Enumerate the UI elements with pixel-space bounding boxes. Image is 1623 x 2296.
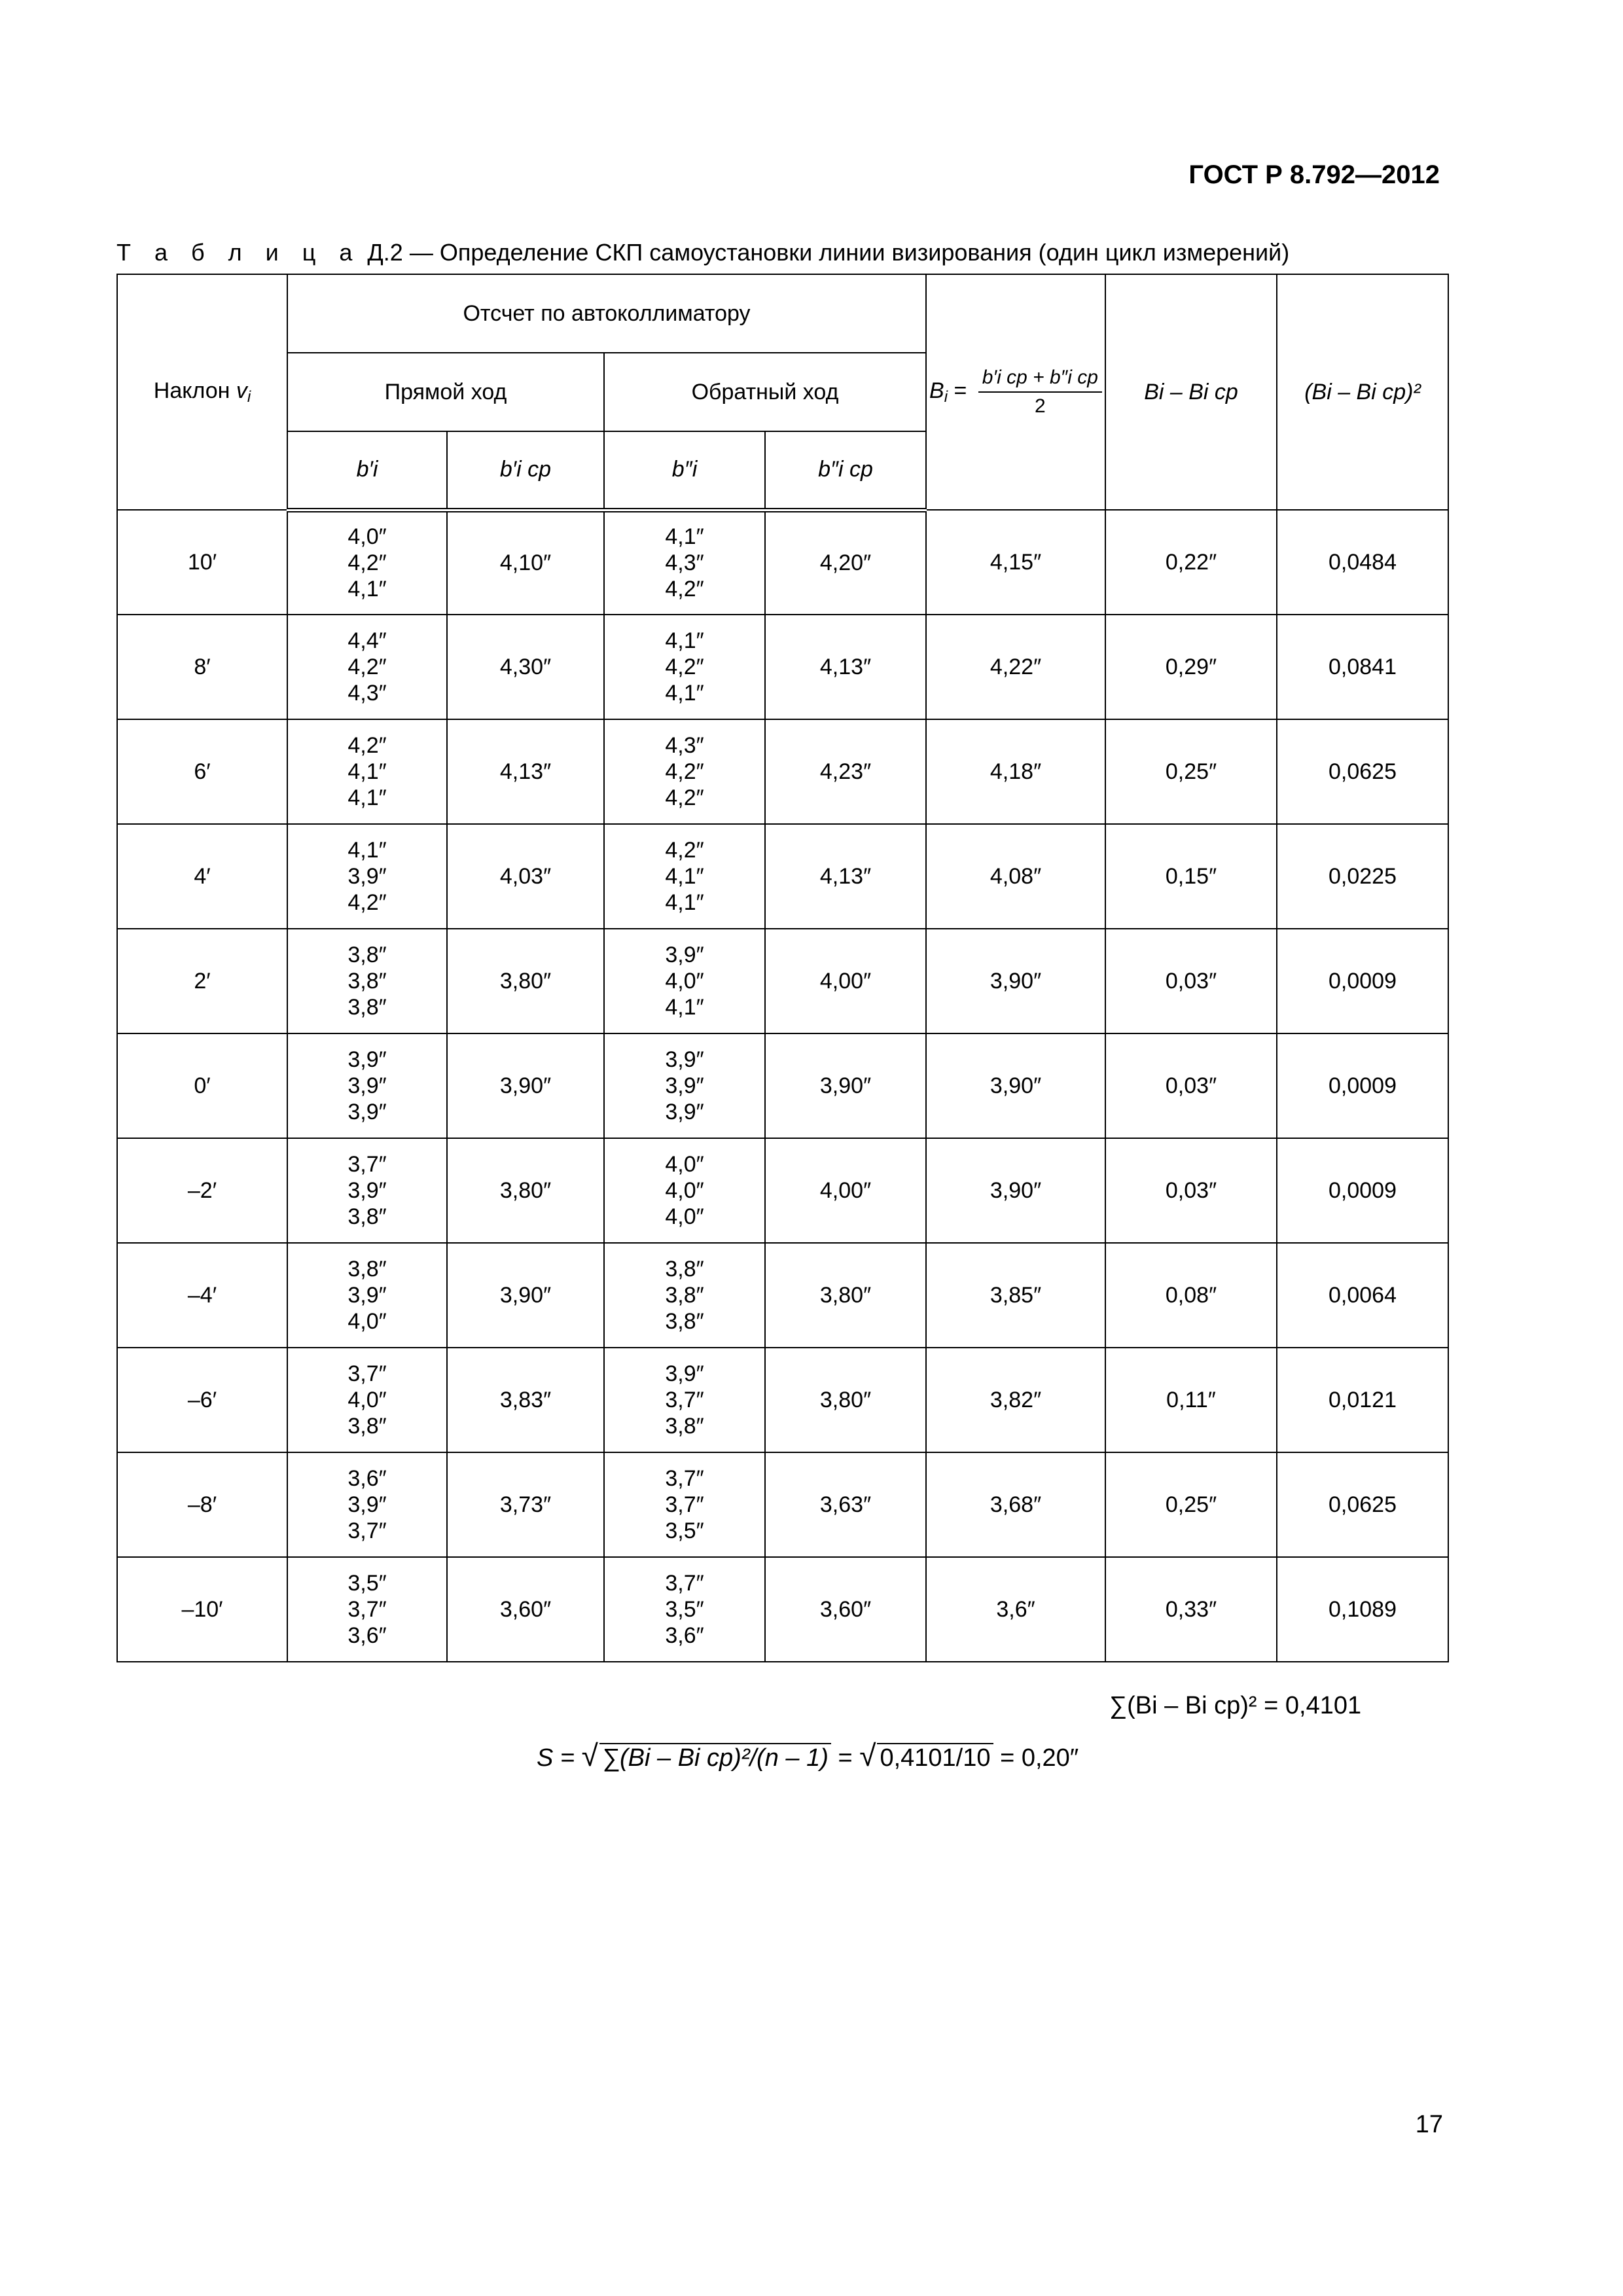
cell-forward-readings: 3,7″ 3,9″ 3,8″ bbox=[287, 1138, 447, 1243]
cell-b-i: 3,6″ bbox=[926, 1557, 1105, 1662]
table-row bbox=[117, 510, 1448, 615]
cell-forward-readings: 4,4″ 4,2″ 4,3″ bbox=[287, 615, 447, 719]
cell-forward-average: 4,13″ bbox=[447, 719, 604, 824]
cell-diff: 0,22″ bbox=[1105, 510, 1277, 615]
header-forward: Прямой ход bbox=[287, 353, 604, 431]
cell-b-i: 4,15″ bbox=[926, 510, 1105, 615]
cell-diff-squared: 0,0009 bbox=[1277, 1033, 1448, 1138]
table-row bbox=[117, 1557, 1448, 1662]
cell-forward-readings: 3,6″ 3,9″ 3,7″ bbox=[287, 1452, 447, 1557]
cell-reverse-average: 4,20″ bbox=[765, 510, 926, 615]
cell-diff-squared: 0,1089 bbox=[1277, 1557, 1448, 1662]
table-body bbox=[117, 510, 1448, 1662]
cell-diff: 0,03″ bbox=[1105, 1138, 1277, 1243]
cell-forward-readings: 3,5″ 3,7″ 3,6″ bbox=[287, 1557, 447, 1662]
cell-diff-squared: 0,0625 bbox=[1277, 719, 1448, 824]
cell-forward-readings: 3,8″ 3,8″ 3,8″ bbox=[287, 929, 447, 1033]
cell-diff-squared: 0,0009 bbox=[1277, 1138, 1448, 1243]
cell-slope: 10′ bbox=[117, 510, 287, 615]
cell-reverse-average: 4,00″ bbox=[765, 1138, 926, 1243]
page-number: 17 bbox=[1415, 2111, 1443, 2138]
header-b-i-formula: $B_i$ = $\frac{\text{b′i ср + b″i ср}}{2}$ bbox=[926, 274, 1105, 510]
cell-b-i: 3,90″ bbox=[926, 929, 1105, 1033]
cell-reverse-average: 3,63″ bbox=[765, 1452, 926, 1557]
measurement-table bbox=[116, 274, 1449, 1662]
header-b1-avg: b′i ср bbox=[447, 431, 604, 510]
cell-forward-readings: 3,8″ 3,9″ 4,0″ bbox=[287, 1243, 447, 1348]
cell-b-i: 4,08″ bbox=[926, 824, 1105, 929]
header-slope: Наклон $v_i$ bbox=[117, 274, 287, 510]
cell-reverse-readings: 4,3″ 4,2″ 4,2″ bbox=[604, 719, 765, 824]
cell-b-i: 3,85″ bbox=[926, 1243, 1105, 1348]
cell-diff-squared: 0,0009 bbox=[1277, 929, 1448, 1033]
cell-reverse-readings: 3,8″ 3,8″ 3,8″ bbox=[604, 1243, 765, 1348]
cell-slope: 0′ bbox=[117, 1033, 287, 1138]
cell-diff: 0,03″ bbox=[1105, 929, 1277, 1033]
cell-forward-readings: 4,1″ 3,9″ 4,2″ bbox=[287, 824, 447, 929]
cell-forward-readings: 3,7″ 4,0″ 3,8″ bbox=[287, 1348, 447, 1452]
cell-forward-average: 3,73″ bbox=[447, 1452, 604, 1557]
cell-slope: –10′ bbox=[117, 1557, 287, 1662]
cell-forward-average: 4,10″ bbox=[447, 510, 604, 615]
cell-b-i: 3,68″ bbox=[926, 1452, 1105, 1557]
cell-b-i: 3,82″ bbox=[926, 1348, 1105, 1452]
cell-diff: 0,25″ bbox=[1105, 719, 1277, 824]
cell-diff: 0,08″ bbox=[1105, 1243, 1277, 1348]
sqrt-sign-icon: √ bbox=[581, 1738, 598, 1772]
header-b2-avg: b″i ср bbox=[765, 431, 926, 510]
cell-diff-squared: 0,0625 bbox=[1277, 1452, 1448, 1557]
cell-reverse-average: 4,23″ bbox=[765, 719, 926, 824]
cell-forward-average: 3,60″ bbox=[447, 1557, 604, 1662]
cell-forward-average: 4,03″ bbox=[447, 824, 604, 929]
cell-slope: –6′ bbox=[117, 1348, 287, 1452]
cell-reverse-readings: 3,9″ 3,9″ 3,9″ bbox=[604, 1033, 765, 1138]
cell-reverse-readings: 4,0″ 4,0″ 4,0″ bbox=[604, 1138, 765, 1243]
cell-diff: 0,03″ bbox=[1105, 1033, 1277, 1138]
cell-diff-squared: 0,0225 bbox=[1277, 824, 1448, 929]
table-caption bbox=[116, 239, 1289, 266]
cell-reverse-average: 3,80″ bbox=[765, 1243, 926, 1348]
cell-slope: –4′ bbox=[117, 1243, 287, 1348]
cell-reverse-readings: 3,9″ 4,0″ 4,1″ bbox=[604, 929, 765, 1033]
table-row bbox=[117, 824, 1448, 929]
table-row bbox=[117, 1243, 1448, 1348]
b-i-fraction: $\frac{\text{b′i ср + b″i ср}}{2}$ bbox=[978, 367, 1102, 418]
cell-reverse-average: 3,90″ bbox=[765, 1033, 926, 1138]
cell-slope: –2′ bbox=[117, 1138, 287, 1243]
cell-slope: 4′ bbox=[117, 824, 287, 929]
cell-diff-squared: 0,0484 bbox=[1277, 510, 1448, 615]
header-b2: b″i bbox=[604, 431, 765, 510]
table-row bbox=[117, 1138, 1448, 1243]
standard-deviation-formula: S = √ ∑(Bi – Bi ср)²/(n – 1) = √ 0,4101/10 = 0,20″ bbox=[537, 1738, 1079, 1772]
cell-reverse-readings: 3,7″ 3,7″ 3,5″ bbox=[604, 1452, 765, 1557]
cell-b-i: 4,22″ bbox=[926, 615, 1105, 719]
cell-diff: 0,11″ bbox=[1105, 1348, 1277, 1452]
cell-forward-average: 3,90″ bbox=[447, 1033, 604, 1138]
cell-b-i: 3,90″ bbox=[926, 1138, 1105, 1243]
header-reverse: Обратный ход bbox=[604, 353, 926, 431]
cell-forward-average: 3,80″ bbox=[447, 1138, 604, 1243]
header-b1: b′i bbox=[287, 431, 447, 510]
cell-reverse-readings: 4,2″ 4,1″ 4,1″ bbox=[604, 824, 765, 929]
table-row bbox=[117, 615, 1448, 719]
cell-slope: 6′ bbox=[117, 719, 287, 824]
cell-diff-squared: 0,0121 bbox=[1277, 1348, 1448, 1452]
sqrt-sign-icon: √ bbox=[859, 1738, 876, 1772]
cell-b-i: 4,18″ bbox=[926, 719, 1105, 824]
cell-forward-readings: 4,0″ 4,2″ 4,1″ bbox=[287, 510, 447, 615]
table-row bbox=[117, 1452, 1448, 1557]
header-diff: Bi – Bi ср bbox=[1105, 274, 1277, 510]
cell-reverse-average: 3,60″ bbox=[765, 1557, 926, 1662]
table-caption-text: Д.2 — Определение СКП самоустановки линии визирования (один цикл измерений) bbox=[367, 239, 1290, 266]
cell-reverse-average: 4,00″ bbox=[765, 929, 926, 1033]
cell-forward-readings: 4,2″ 4,1″ 4,1″ bbox=[287, 719, 447, 824]
cell-forward-average: 3,83″ bbox=[447, 1348, 604, 1452]
cell-diff-squared: 0,0064 bbox=[1277, 1243, 1448, 1348]
header-autocollimator: Отсчет по автоколлиматору bbox=[287, 274, 926, 353]
table-row bbox=[117, 719, 1448, 824]
document-standard-number: ГОСТ Р 8.792—2012 bbox=[1188, 160, 1440, 189]
table-caption-label: Т а б л и ц а bbox=[116, 239, 361, 266]
cell-reverse-average: 4,13″ bbox=[765, 615, 926, 719]
cell-diff: 0,29″ bbox=[1105, 615, 1277, 719]
cell-diff: 0,15″ bbox=[1105, 824, 1277, 929]
cell-reverse-readings: 4,1″ 4,3″ 4,2″ bbox=[604, 510, 765, 615]
sum-of-squares: ∑(Bi – Bi ср)² = 0,4101 bbox=[1109, 1692, 1362, 1719]
cell-forward-average: 3,80″ bbox=[447, 929, 604, 1033]
cell-reverse-average: 4,13″ bbox=[765, 824, 926, 929]
table-row bbox=[117, 1033, 1448, 1138]
cell-forward-readings: 3,9″ 3,9″ 3,9″ bbox=[287, 1033, 447, 1138]
cell-reverse-readings: 3,7″ 3,5″ 3,6″ bbox=[604, 1557, 765, 1662]
table-row bbox=[117, 929, 1448, 1033]
cell-b-i: 3,90″ bbox=[926, 1033, 1105, 1138]
header-diff-squared: (Bi – Bi ср)² bbox=[1277, 274, 1448, 510]
cell-diff: 0,33″ bbox=[1105, 1557, 1277, 1662]
cell-diff: 0,25″ bbox=[1105, 1452, 1277, 1557]
cell-reverse-readings: 4,1″ 4,2″ 4,1″ bbox=[604, 615, 765, 719]
cell-slope: –8′ bbox=[117, 1452, 287, 1557]
cell-reverse-readings: 3,9″ 3,7″ 3,8″ bbox=[604, 1348, 765, 1452]
cell-forward-average: 3,90″ bbox=[447, 1243, 604, 1348]
cell-reverse-average: 3,80″ bbox=[765, 1348, 926, 1452]
cell-slope: 2′ bbox=[117, 929, 287, 1033]
table-row bbox=[117, 1348, 1448, 1452]
cell-diff-squared: 0,0841 bbox=[1277, 615, 1448, 719]
cell-slope: 8′ bbox=[117, 615, 287, 719]
cell-forward-average: 4,30″ bbox=[447, 615, 604, 719]
